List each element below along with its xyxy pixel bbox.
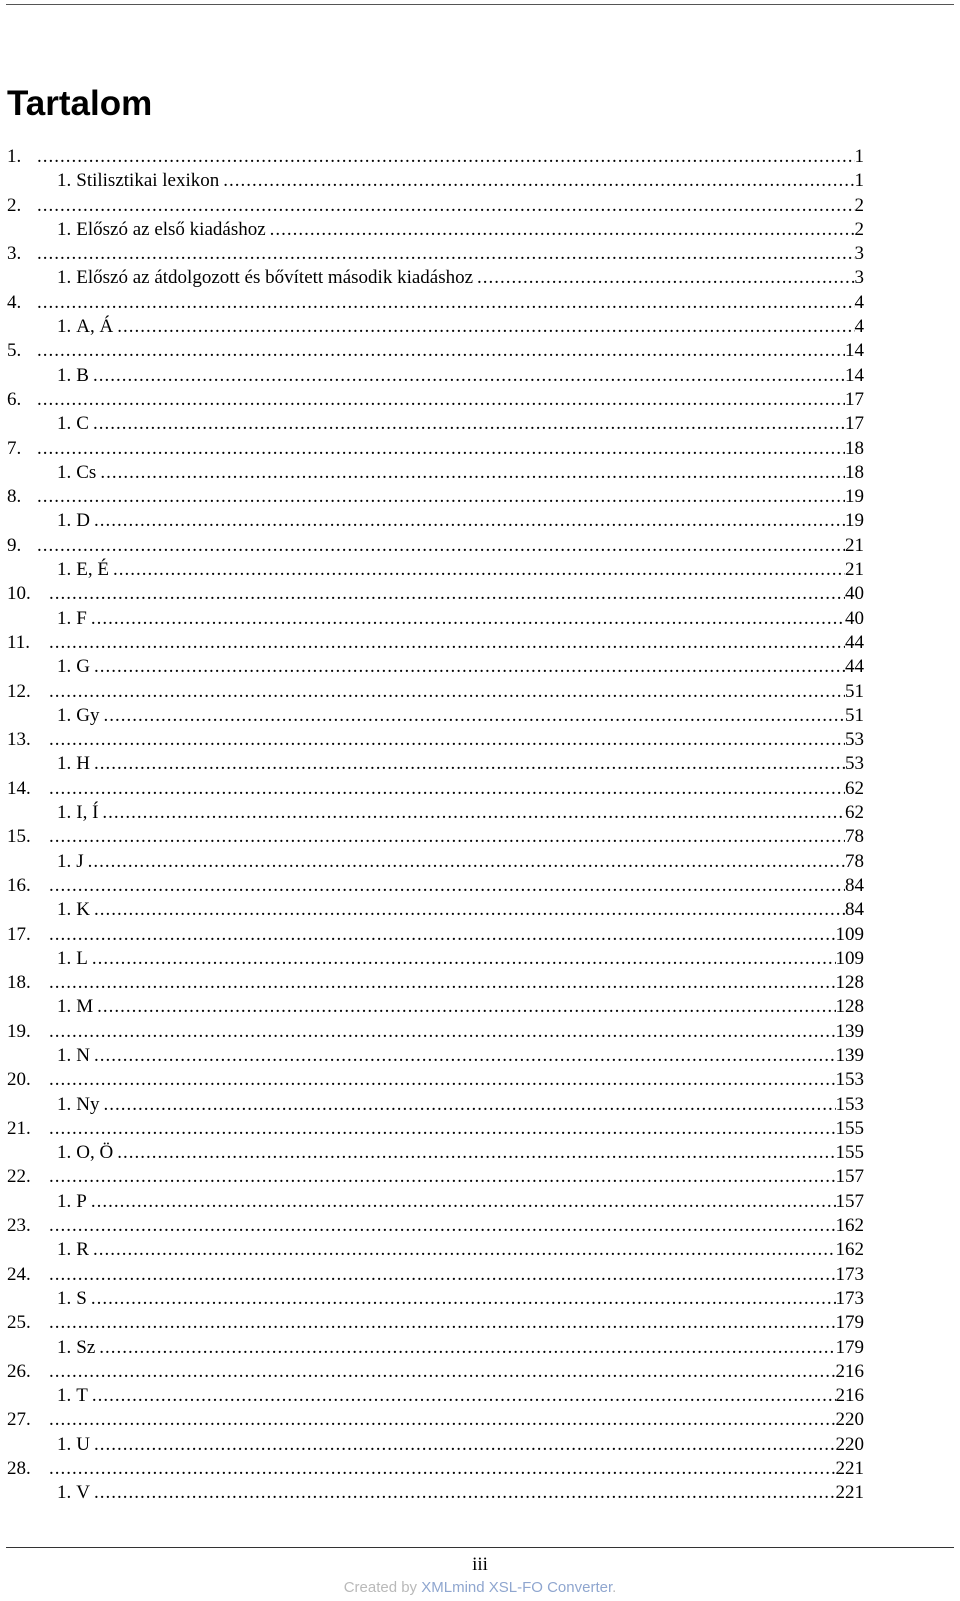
toc-section-entry[interactable] — [7, 1433, 864, 1457]
toc-entry-label: H — [76, 753, 90, 775]
toc-chapter-entry[interactable] — [7, 680, 864, 704]
toc-chapter-entry[interactable] — [7, 194, 864, 218]
toc-dot-leader — [96, 461, 845, 485]
toc-entry-number: 1. — [57, 1142, 72, 1164]
toc-entry-label: C — [76, 413, 89, 435]
toc-entry-label: Sz — [76, 1336, 96, 1358]
toc-dot-leader — [45, 1020, 836, 1044]
toc-entry-number: 11. — [7, 631, 31, 653]
toc-entry-number: 27. — [7, 1409, 31, 1431]
toc-dot-leader — [109, 558, 845, 582]
toc-entry-number: 1. — [57, 656, 72, 678]
toc-entry-label: V — [76, 1482, 90, 1504]
toc-section-entry[interactable] — [7, 1190, 864, 1214]
toc-entry-number: 1. — [57, 1482, 72, 1504]
toc-dot-leader — [99, 704, 845, 728]
toc-section-entry[interactable] — [7, 1384, 864, 1408]
toc-dot-leader — [45, 680, 845, 704]
toc-section-entry[interactable] — [7, 169, 864, 193]
toc-chapter-entry[interactable] — [7, 485, 864, 509]
toc-dot-leader — [45, 1165, 836, 1189]
toc-page-number: 128 — [835, 996, 864, 1018]
toc-dot-leader — [45, 631, 845, 655]
toc-section-entry[interactable] — [7, 1287, 864, 1311]
toc-page-number: 216 — [835, 1360, 864, 1382]
toc-entry-label: Stilisztikai lexikon — [76, 170, 220, 192]
toc-chapter-entry[interactable] — [7, 1457, 864, 1481]
toc-dot-leader — [45, 923, 836, 947]
toc-entry-label: I, Í — [76, 802, 99, 824]
toc-entry-number: 28. — [7, 1458, 31, 1480]
toc-page-number: 84 — [845, 874, 864, 896]
toc-dot-leader — [90, 1481, 836, 1505]
toc-entry-label: L — [76, 947, 88, 969]
toc-entry-number: 1. — [57, 802, 72, 824]
toc-page-number: 162 — [835, 1239, 864, 1261]
toc-dot-leader — [219, 169, 854, 193]
toc-entry-label: Cs — [76, 461, 97, 483]
toc-entry-label: A, Á — [76, 316, 114, 338]
toc-dot-leader — [45, 1117, 836, 1141]
toc-dot-leader — [84, 850, 845, 874]
footer-credit — [0, 1578, 960, 1598]
toc-page-number: 221 — [835, 1458, 864, 1480]
toc-section-entry[interactable] — [7, 995, 864, 1019]
toc-entry-number: 10. — [7, 583, 31, 605]
toc-entry-number: 17. — [7, 923, 31, 945]
toc-entry-number: 1. — [57, 316, 72, 338]
toc-dot-leader — [89, 1238, 836, 1262]
toc-entry-label: K — [76, 899, 90, 921]
toc-entry-label: J — [76, 850, 84, 872]
toc-page-number: 18 — [845, 461, 864, 483]
toc-section-entry[interactable] — [7, 801, 864, 825]
toc-page-number: 4 — [854, 316, 864, 338]
toc-chapter-entry[interactable] — [7, 437, 864, 461]
toc-page-number: 2 — [854, 194, 864, 216]
toc-dot-leader — [88, 1384, 836, 1408]
toc-page-number: 44 — [845, 656, 864, 678]
toc-page-number: 220 — [835, 1433, 864, 1455]
toc-chapter-entry[interactable] — [7, 1068, 864, 1092]
toc-dot-leader — [266, 218, 855, 242]
toc-entry-label: N — [76, 1044, 90, 1066]
toc-dot-leader — [113, 315, 854, 339]
toc-dot-leader — [99, 1093, 835, 1117]
toc-dot-leader — [88, 947, 836, 971]
toc-entry-number: 1. — [57, 1336, 72, 1358]
toc-page-number: 40 — [845, 583, 864, 605]
toc-page-number: 53 — [845, 753, 864, 775]
toc-entry-label: M — [76, 996, 94, 1018]
toc-page-number: 155 — [835, 1117, 864, 1139]
toc-entry-number: 26. — [7, 1360, 31, 1382]
toc-page-number: 173 — [835, 1263, 864, 1285]
toc-section-entry[interactable] — [7, 315, 864, 339]
toc-chapter-entry[interactable] — [7, 1360, 864, 1384]
toc-section-entry[interactable] — [7, 898, 864, 922]
footer-credit-suffix: . — [612, 1579, 617, 1596]
toc-entry-number: 1. — [57, 218, 72, 240]
toc-page-number: 179 — [835, 1312, 864, 1334]
toc-section-entry[interactable] — [7, 850, 864, 874]
toc-entry-number: 1. — [57, 1433, 72, 1455]
footer-credit-prefix: Created by — [343, 1579, 422, 1596]
toc-dot-leader — [33, 242, 855, 266]
toc-section-entry[interactable] — [7, 412, 864, 436]
toc-entry-number: 24. — [7, 1263, 31, 1285]
toc-dot-leader — [33, 388, 845, 412]
toc-entry-number: 22. — [7, 1166, 31, 1188]
toc-dot-leader — [45, 728, 845, 752]
toc-dot-leader — [89, 412, 845, 436]
toc-chapter-entry[interactable] — [7, 534, 864, 558]
toc-entry-number: 21. — [7, 1117, 31, 1139]
toc-chapter-entry[interactable] — [7, 1263, 864, 1287]
toc-entry-label: Ny — [76, 1093, 100, 1115]
toc-entry-label: B — [76, 364, 89, 386]
toc-chapter-entry[interactable] — [7, 388, 864, 412]
toc-page-number: 179 — [835, 1336, 864, 1358]
toc-chapter-entry[interactable] — [7, 1117, 864, 1141]
toc-section-entry[interactable] — [7, 1336, 864, 1360]
toc-entry-number: 1. — [57, 947, 72, 969]
toc-entry-number: 1. — [57, 510, 72, 532]
toc-page-number: 17 — [845, 413, 864, 435]
toc-chapter-entry[interactable] — [7, 728, 864, 752]
toc-chapter-entry[interactable] — [7, 1408, 864, 1432]
toc-page-number: 157 — [835, 1166, 864, 1188]
table-of-contents — [7, 145, 864, 1506]
toc-entry-number: 1. — [57, 170, 72, 192]
toc-section-entry[interactable] — [7, 1093, 864, 1117]
toc-section-entry[interactable] — [7, 752, 864, 776]
toc-entry-number: 8. — [7, 486, 22, 508]
top-rule — [6, 4, 954, 5]
toc-page-number: 4 — [854, 291, 864, 313]
toc-entry-number: 1. — [57, 607, 72, 629]
toc-chapter-entry[interactable] — [7, 923, 864, 947]
toc-page-number: 3 — [854, 267, 864, 289]
toc-page-number: 221 — [835, 1482, 864, 1504]
toc-dot-leader — [473, 266, 854, 290]
toc-dot-leader — [45, 971, 836, 995]
toc-dot-leader — [33, 339, 845, 363]
toc-entry-number: 6. — [7, 388, 22, 410]
toc-entry-number: 1. — [57, 559, 72, 581]
toc-chapter-entry[interactable] — [7, 971, 864, 995]
toc-dot-leader — [87, 607, 845, 631]
toc-entry-number: 1. — [57, 1190, 72, 1212]
toc-dot-leader — [90, 1044, 836, 1068]
toc-page-number: 62 — [845, 777, 864, 799]
toc-dot-leader — [45, 1408, 836, 1432]
toc-entry-number: 2. — [7, 194, 22, 216]
toc-dot-leader — [33, 437, 845, 461]
toc-dot-leader — [113, 1141, 835, 1165]
toc-page-number: 216 — [835, 1385, 864, 1407]
toc-section-entry[interactable] — [7, 947, 864, 971]
toc-page-number: 44 — [845, 631, 864, 653]
toc-section-entry[interactable] — [7, 1141, 864, 1165]
toc-dot-leader — [45, 1360, 836, 1384]
page-title: Tartalom — [7, 84, 153, 123]
toc-page-number: 1 — [854, 170, 864, 192]
toc-page-number: 14 — [845, 340, 864, 362]
toc-entry-number: 23. — [7, 1215, 31, 1237]
toc-page-number: 155 — [835, 1142, 864, 1164]
toc-page-number: 19 — [845, 510, 864, 532]
toc-entry-number: 1. — [57, 364, 72, 386]
toc-section-entry[interactable] — [7, 266, 864, 290]
toc-page-number: 153 — [835, 1069, 864, 1091]
toc-chapter-entry[interactable] — [7, 777, 864, 801]
toc-dot-leader — [45, 1214, 836, 1238]
toc-entry-number: 1. — [57, 704, 72, 726]
toc-section-entry[interactable] — [7, 218, 864, 242]
toc-section-entry[interactable] — [7, 461, 864, 485]
toc-dot-leader — [45, 1457, 836, 1481]
toc-dot-leader — [45, 825, 845, 849]
toc-chapter-entry[interactable] — [7, 631, 864, 655]
footer-rule — [6, 1547, 954, 1548]
toc-dot-leader — [45, 1068, 836, 1092]
toc-page-number: 128 — [835, 972, 864, 994]
toc-page-number: 173 — [835, 1287, 864, 1309]
toc-page-number: 220 — [835, 1409, 864, 1431]
toc-entry-label: T — [76, 1385, 88, 1407]
toc-entry-number: 1. — [7, 146, 22, 167]
toc-dot-leader — [90, 898, 845, 922]
toc-entry-number: 1. — [57, 267, 72, 289]
toc-dot-leader — [87, 1287, 836, 1311]
toc-chapter-entry[interactable] — [7, 1311, 864, 1335]
toc-page-number: 109 — [835, 923, 864, 945]
toc-entry-number: 1. — [57, 996, 72, 1018]
toc-section-entry[interactable] — [7, 607, 864, 631]
toc-chapter-entry[interactable] — [7, 1020, 864, 1044]
toc-dot-leader — [45, 874, 845, 898]
toc-dot-leader — [45, 1263, 836, 1287]
toc-dot-leader — [33, 291, 855, 315]
toc-page-number: 17 — [845, 388, 864, 410]
toc-page-number: 153 — [835, 1093, 864, 1115]
toc-entry-number: 3. — [7, 243, 22, 265]
toc-page-number: 40 — [845, 607, 864, 629]
toc-page-number: 14 — [845, 364, 864, 386]
toc-entry-number: 14. — [7, 777, 31, 799]
toc-page-number: 51 — [845, 680, 864, 702]
toc-page-number: 109 — [835, 947, 864, 969]
toc-dot-leader — [98, 801, 845, 825]
toc-section-entry[interactable] — [7, 704, 864, 728]
toc-entry-label: R — [76, 1239, 89, 1261]
toc-page-number: 162 — [835, 1215, 864, 1237]
toc-entry-number: 15. — [7, 826, 31, 848]
toc-page-number: 139 — [835, 1020, 864, 1042]
toc-entry-number: 18. — [7, 972, 31, 994]
toc-entry-number: 13. — [7, 729, 31, 751]
toc-entry-number: 1. — [57, 413, 72, 435]
toc-page-number: 78 — [845, 826, 864, 848]
toc-page-number: 3 — [854, 243, 864, 265]
toc-dot-leader — [90, 752, 845, 776]
toc-section-entry[interactable] — [7, 1481, 864, 1505]
toc-entry-number: 1. — [57, 753, 72, 775]
toc-dot-leader — [90, 509, 845, 533]
toc-entry-number: 1. — [57, 899, 72, 921]
toc-entry-number: 1. — [57, 850, 72, 872]
toc-entry-label: D — [76, 510, 90, 532]
toc-section-entry[interactable] — [7, 364, 864, 388]
toc-dot-leader — [90, 655, 845, 679]
toc-entry-number: 1. — [57, 1044, 72, 1066]
toc-chapter-entry[interactable] — [7, 582, 864, 606]
toc-chapter-entry[interactable] — [7, 1214, 864, 1238]
toc-dot-leader — [93, 995, 835, 1019]
toc-section-entry[interactable] — [7, 655, 864, 679]
toc-entry-number: 1. — [57, 1093, 72, 1115]
toc-entry-number: 1. — [57, 1287, 72, 1309]
toc-page-number: 18 — [845, 437, 864, 459]
toc-chapter-entry[interactable] — [7, 1165, 864, 1189]
toc-page-number: 19 — [845, 486, 864, 508]
footer-credit-link[interactable]: XMLmind XSL-FO Converter — [421, 1579, 613, 1596]
toc-entry-number: 19. — [7, 1020, 31, 1042]
toc-entry-number: 5. — [7, 340, 22, 362]
toc-entry-label: P — [76, 1190, 87, 1212]
toc-dot-leader — [45, 777, 845, 801]
toc-dot-leader — [87, 1190, 836, 1214]
toc-chapter-entry[interactable] — [7, 291, 864, 315]
toc-dot-leader — [33, 485, 845, 509]
toc-dot-leader — [45, 582, 845, 606]
toc-entry-number: 20. — [7, 1069, 31, 1091]
toc-page-number: 62 — [845, 802, 864, 824]
toc-page-number: 53 — [845, 729, 864, 751]
toc-entry-number: 9. — [7, 534, 22, 556]
toc-chapter-entry[interactable] — [7, 242, 864, 266]
toc-entry-label: S — [76, 1287, 87, 1309]
toc-dot-leader — [33, 534, 845, 558]
toc-chapter-entry[interactable] — [7, 874, 864, 898]
toc-page-number: 2 — [854, 218, 864, 240]
toc-section-entry[interactable] — [7, 1044, 864, 1068]
toc-section-entry[interactable] — [7, 558, 864, 582]
toc-dot-leader — [89, 364, 845, 388]
toc-dot-leader — [45, 1311, 836, 1335]
toc-entry-number: 16. — [7, 874, 31, 896]
toc-entry-label: Gy — [76, 704, 100, 726]
toc-entry-number: 12. — [7, 680, 31, 702]
toc-entry-label: E, É — [76, 559, 109, 581]
toc-entry-number: 1. — [57, 1385, 72, 1407]
toc-chapter-entry[interactable] — [7, 339, 864, 363]
toc-entry-label: U — [76, 1433, 90, 1455]
toc-page-number: 21 — [845, 534, 864, 556]
toc-page-number: 78 — [845, 850, 864, 872]
toc-entry-number: 1. — [57, 461, 72, 483]
toc-page-number: 139 — [835, 1044, 864, 1066]
toc-entry-label: O, Ö — [76, 1142, 114, 1164]
toc-dot-leader — [95, 1336, 835, 1360]
toc-entry-label: Előszó az első kiadáshoz — [76, 218, 266, 240]
toc-entry-label: F — [76, 607, 87, 629]
toc-entry-label: Előszó az átdolgozott és bővített második kiadáshoz — [76, 267, 474, 289]
page-number: iii — [472, 1554, 488, 1575]
toc-dot-leader — [33, 194, 855, 218]
toc-page-number: 21 — [845, 559, 864, 581]
toc-entry-number: 4. — [7, 291, 22, 313]
toc-chapter-entry[interactable] — [7, 825, 864, 849]
toc-page-number: 1 — [854, 146, 864, 167]
toc-entry-number: 7. — [7, 437, 22, 459]
toc-entry-number: 1. — [57, 1239, 72, 1261]
toc-page-number: 157 — [835, 1190, 864, 1212]
toc-entry-label: G — [76, 656, 90, 678]
toc-chapter-entry[interactable] — [7, 145, 864, 169]
toc-section-entry[interactable] — [7, 509, 864, 533]
toc-dot-leader — [33, 145, 855, 169]
toc-page-number: 51 — [845, 704, 864, 726]
toc-section-entry[interactable] — [7, 1238, 864, 1262]
toc-dot-leader — [90, 1433, 836, 1457]
toc-entry-number: 25. — [7, 1312, 31, 1334]
toc-page-number: 84 — [845, 899, 864, 921]
